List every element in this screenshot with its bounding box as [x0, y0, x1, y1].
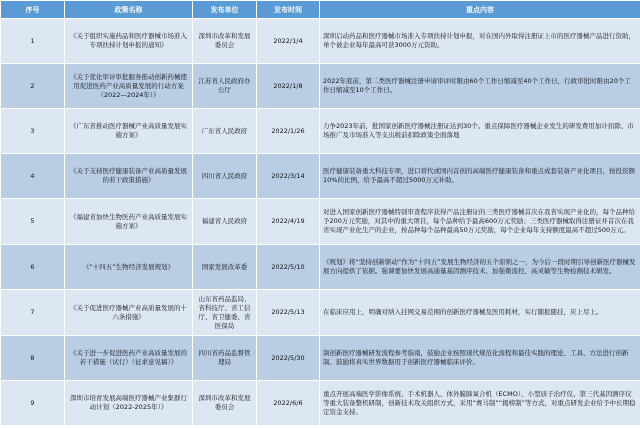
serial-cell: 7: [1, 290, 65, 336]
key-content-cell: 在临床应用上，明确对纳入挂网交易范围的创新医疗器械及医用耗材，实行随报随挂，应上尽上。: [320, 290, 640, 336]
date-cell: 2022/5/30: [257, 336, 320, 381]
serial-cell: 3: [1, 109, 65, 154]
issuer-cell: 深圳市改革和发展委员会: [193, 19, 257, 64]
date-cell: 2022/3/14: [257, 154, 320, 199]
policy-name-cell: 《关于促进医疗器械产业高质量发展的十六条措施》: [65, 290, 193, 336]
issuer-cell: 福建省人民政府: [193, 199, 257, 245]
table-row: [1, 154, 640, 199]
header-policy-name: 政策名称: [65, 1, 193, 19]
serial-cell: 4: [1, 154, 65, 199]
header-issuer: 发布单位: [193, 1, 257, 19]
serial-cell: 5: [1, 199, 65, 245]
issuer-cell: 四川省药品监督管理局: [193, 336, 257, 381]
key-content-cell: 深圳启动药品和医疗器械市场准入专项扶持计划申报，对在国内外取得注册证上市的医疗器械产品进行资助，单个被企业每年最高可获3000万元资助。: [320, 19, 640, 64]
table-row: [1, 381, 640, 426]
table-row: [1, 199, 640, 245]
policy-name-cell: 《“十四五”生物经济发展规划》: [65, 245, 193, 290]
policy-name-cell: 《广东省推动医疗器械产业高质量发展实施方案》: [65, 109, 193, 154]
table-row: [1, 64, 640, 109]
serial-cell: 8: [1, 336, 65, 381]
policy-name-cell: 《关于组织实施药品和医疗器械市场准入专项扶持计划申报的通知》: [65, 19, 193, 64]
issuer-cell: 山东省药品监局、省科技厅、省工信厅、省卫健委、省医保局: [193, 290, 257, 336]
policy-name-cell: 《福建省加快生物医药产业高质量发展实施方案》: [65, 199, 193, 245]
issuer-cell: 深圳市改革和发展委员会: [193, 381, 257, 426]
header-serial: 序号: [1, 1, 65, 19]
issuer-cell: 江苏省人民政府办公厅: [193, 64, 257, 109]
issuer-cell: 国家发展改革委: [193, 245, 257, 290]
key-content-cell: 医疗健康装备重大科技专项，进口替代或国内首创的高端医疗健康装备和重点成套装备产业化项目，按投资额10%的比例，给予最高不超过5000万元补助。: [320, 154, 640, 199]
header-row: [1, 1, 640, 19]
key-content-cell: 对进入国家创新医疗器械特别审查程序获得产品注册证的三类医疗器械首次在我省实现产业化的，每个品种给予200万元奖励，对其中的重大项目，每个品种给予最高600万元奖励；三类医疗器械取得注册证并首次在我省实现产业化生产的企业，按品种每个品种最高50万元奖励，每个企业每年支持额度最高不超过500万元。: [320, 199, 640, 245]
key-content-cell: 重点开展高端医学影像系统、手术机器人、体外膜肺氧合机（ECMO）、小型质子治疗仪、第三代基因测序仪等重大装备整机研制，创新技术攻关组织方式，采用“赛马制”“揭榜制”等方式，对重点研发企业给予中长期稳定资金支持。: [320, 381, 640, 426]
serial-cell: 6: [1, 245, 65, 290]
issuer-cell: 四川省人民政府: [193, 154, 257, 199]
policy-name-cell: 《关于优化审评审批服务推动创新药械使用促进医药产业高质量发展的行动方案（2022—2024年）》: [65, 64, 193, 109]
date-cell: 2022/1/26: [257, 109, 320, 154]
serial-cell: 9: [1, 381, 65, 426]
date-cell: 2022/4/19: [257, 199, 320, 245]
table-row: [1, 290, 640, 336]
date-cell: 2022/6/6: [257, 381, 320, 426]
key-content-cell: 《规划》将“坚持创新驱动”作为“十四五”发展生物经济的五个原则之一，为今后一段时期引导创新医疗器械发展方向提供了依据。强调要加快发展高通量基因测序技术、加强微流控、高灵敏等生物检测技术研发。: [320, 245, 640, 290]
table-row: [1, 109, 640, 154]
serial-cell: 1: [1, 19, 65, 64]
table-row: [1, 245, 640, 290]
key-content-cell: 力争2023年前，批国家创新医疗器械注册证达到30个。重点保障医疗器械企业发生的研发费用加计扣除、市场推广及市场准入等支出税前扣除政策全面落地: [320, 109, 640, 154]
header-key-content: 重点内容: [320, 1, 640, 19]
table-row: [1, 19, 640, 64]
date-cell: 2022/5/10: [257, 245, 320, 290]
policy-name-cell: 《关于支持医疗健康装备产业高质量发展的若干政策措施》: [65, 154, 193, 199]
key-content-cell: 2022年底前，第二类医疗器械注册申请审评时限由60个工作日缩减至40个工作日，行政审批时限由20个工作日缩减至10个工作日。: [320, 64, 640, 109]
policy-name-cell: 《关于进一步促进医药产业高质量发展的若干措施（试行）（征求意见稿）》: [65, 336, 193, 381]
issuer-cell: 广东省人民政府: [193, 109, 257, 154]
date-cell: 2022/1/8: [257, 64, 320, 109]
header-date: 发布时间: [257, 1, 320, 19]
table-row: [1, 336, 640, 381]
serial-cell: 2: [1, 64, 65, 109]
policy-name-cell: 深圳市培育发展高端医疗器械产业集群行动计划（2022-2025年）》: [65, 381, 193, 426]
date-cell: 2022/5/13: [257, 290, 320, 336]
date-cell: 2022/1/4: [257, 19, 320, 64]
key-content-cell: 制创新医疗器械研发流程参考指南，鼓励企业按照现代规范化流程和最佳实践的理论、工具、方法进行创新制。鼓励将真实世界数据用于创新医疗器械临床评价。: [320, 336, 640, 381]
